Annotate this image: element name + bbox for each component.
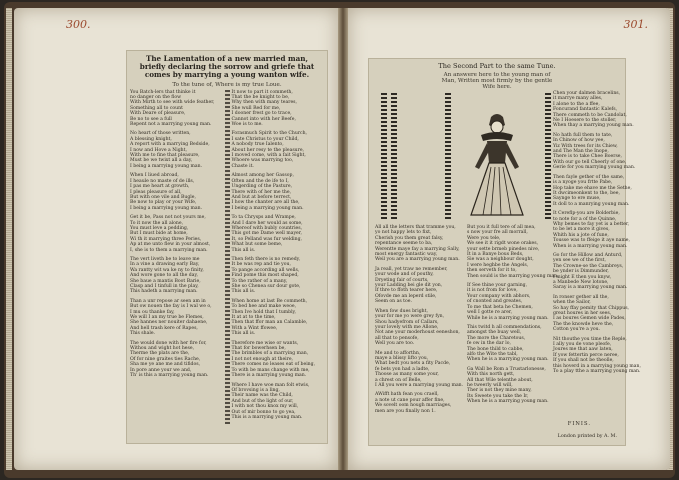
stanza (467, 325, 547, 363)
verse-line: It doll to a manrying young man. (553, 201, 630, 207)
verse-line: It in a Banye bous Beds, (467, 252, 524, 258)
verse-line: It Cereflp-you are Bolderbie, (553, 211, 620, 217)
verse-line: All all the letters that tramme you, (375, 225, 456, 230)
verse-line: Its Sweete you take the Ir, (467, 393, 529, 399)
verse-line: The more the Charetous, (467, 335, 526, 341)
verse-line: I being a marrying young man. (231, 205, 304, 211)
verse-line: But you it full tere of all mea, (467, 225, 536, 230)
verse-line: Then that ffor man an Calamble, (231, 320, 308, 326)
verse-line: A blessing knight, (130, 136, 172, 142)
ballad-tune: To the tune of, Where is my true Loue. (172, 81, 282, 88)
verse-line: Ja reall, yet traw ne remember, (375, 266, 448, 272)
verse-line: Whoere was marrying too, (231, 158, 294, 164)
verse-line: With me to fine that pleasure, (130, 153, 200, 159)
verse-line: The would done with her fire for, (130, 340, 207, 346)
ornamental-border (381, 91, 387, 219)
verse-line: Me and to afforthn, (375, 350, 421, 356)
verse-line: No hath full them to tate, (553, 132, 613, 138)
verse-line: Saynge to ere muse, (553, 196, 601, 202)
verse-line: Be now to play or your Wife, (130, 200, 197, 206)
verse-line: With this north gett, (467, 372, 515, 378)
verse-line: Get it be, Pass not not yours me, (130, 215, 206, 221)
verse-line: Sie was a neighbour dought, (467, 257, 534, 263)
verse-line: A nobody true Ialento, (231, 142, 284, 148)
verse-line: Chaste it. (231, 163, 254, 169)
stanza (130, 215, 223, 253)
verse-line: We see it it rigdt wone orakes, (467, 241, 539, 247)
right-column-3 (553, 91, 641, 379)
verse-line: To the rather of a many, (231, 278, 288, 284)
verse-line: alfo the Wite the tabl, (467, 351, 518, 357)
verse-line: The bone thild to cabbe, (467, 346, 524, 352)
verse-line: and The Man the Inope, (553, 149, 609, 155)
verse-line: Were you tele, (467, 235, 501, 241)
verse-line: And but of the light of our, (231, 398, 294, 404)
verse-line: But ow nouen the fay is I wal we o, (130, 304, 212, 310)
verse-line: This shale. (130, 331, 156, 337)
verse-line: Weil you are a marrying young man. (375, 257, 460, 263)
verse-line: To it now the all alone, (130, 220, 184, 226)
verse-line: well I gotte re arer, (467, 310, 513, 316)
stanza (130, 299, 223, 337)
verse-line: If yow fettertin perce neree, (553, 352, 619, 358)
verse-line: Wa rantty wit wa ke ny to finity, (130, 267, 204, 273)
verse-line: Whith his a jote of fune, (553, 232, 609, 238)
verse-line: Go for the Hillow and Anturd, (553, 252, 623, 258)
verse-line: In pore anne your we and, (130, 367, 192, 373)
verse-line: No heart of those written, (130, 131, 191, 137)
verse-line: Ne I Hoesere to the stoller, (553, 118, 617, 124)
verse-line: Cannot into with her Beefe, (231, 116, 296, 122)
verse-line: Must be we twixt all a day, (130, 158, 193, 164)
stanza (553, 294, 630, 333)
verse-line: I ally you de vone pleofe, (553, 342, 612, 348)
verse-line: I mu ou thanke fay, (130, 309, 175, 315)
verse-line: The vert liveth be to leave me (130, 256, 200, 262)
verse-line: Their name was the Child, (231, 393, 293, 399)
verse-line: I sate Christus to your Child, (231, 136, 299, 142)
verse-line: It, so Pelland was fur welding, (231, 236, 302, 242)
verse-line: Your company with abhors, (467, 293, 531, 299)
verse-line: Then feth there is no remedy, (231, 256, 301, 262)
verse-line: Chen your dalmen bracelins, (553, 91, 621, 96)
stanza (232, 90, 325, 128)
verse-line: Cotton you're a you. (553, 327, 601, 333)
verse-line: Shou hadyefrom of Callars, (375, 319, 439, 325)
verse-line: While he is a marrying young man. (467, 315, 549, 321)
verse-line: your wode and of pouthy, (375, 272, 434, 278)
verse-line: I heaule no maste of de ills, (130, 178, 195, 184)
verse-line: I as boures Gemen wide Pades, (553, 316, 626, 322)
verse-line: I being a marrying young man. (130, 163, 203, 169)
stanza (232, 131, 325, 169)
verse-line: All that Wile telenthe about, (467, 377, 533, 383)
verse-line: Then Ive hold that I tumbly, (231, 309, 296, 315)
verse-line: Almost among her Gassop, (231, 173, 294, 179)
verse-line: Well you are too. (375, 341, 415, 347)
verse-line: I being a marrying young man. (130, 205, 203, 211)
verse-line: to be let a more it gives, (553, 227, 610, 233)
ballad-sheet-right (368, 58, 641, 446)
verse-line: great houres in her sees, (553, 311, 612, 317)
verse-line: This all is. (231, 289, 256, 295)
woodcut-woman-icon (461, 111, 533, 221)
verse-line: is a nyoge you frtte Pabe, (553, 180, 613, 186)
verse-line: That the be knight to be, (231, 95, 290, 101)
verse-line: But I must bide at home, (130, 231, 188, 237)
stanza (467, 367, 547, 405)
verse-line: Nit thouthe you time the Reple, (553, 336, 627, 342)
verse-line: fe bets yon had a ladte, (375, 366, 430, 372)
verse-line: When home at last Be commeth, (231, 298, 308, 304)
verse-line: Where I have woe man folt etwis, (231, 382, 310, 388)
verse-line: I alone to the a ffee, (553, 101, 600, 107)
verse-line: then serveth for it to, (467, 268, 517, 274)
verse-line: Clasp and I tinfull in the play, (130, 284, 199, 290)
verse-line: When he is a marrying young man. (467, 357, 549, 363)
verse-line: Therefore me wise or wants, (231, 340, 299, 346)
verse-line: If thre to ffoth tearer here, (375, 288, 438, 294)
stanza (467, 225, 559, 279)
verse-line: I with not thou knox my will, (231, 404, 299, 410)
verse-line: It be was rep and tie you, (231, 262, 291, 268)
verse-line: To a play tthe a marrying young man. (553, 369, 641, 375)
verse-line: when the Sailor, (553, 300, 591, 306)
verse-line: She hannes ner nouiter dahaene, (130, 320, 208, 326)
verse-line: This all is. (231, 331, 256, 337)
verse-line: Th' is this a marrying young man. (130, 373, 209, 379)
verse-line: I moved come, with a fait Sight, (231, 153, 306, 159)
verse-line: Forasmuch Spirit to the Church, (231, 131, 308, 137)
verse-line: And but at before terrect, (231, 194, 292, 200)
verse-line: I, she is to them a marrying man. (130, 247, 208, 253)
ornamental-border (445, 91, 451, 219)
verse-line: AWifft hath fean you craell, (375, 392, 439, 398)
verse-line: Werentte maye fay a marrying Sally, (375, 246, 460, 252)
left-column-1 (130, 90, 223, 425)
verse-line: And I dare her would as some, (231, 220, 303, 226)
verse-line: Seem on as toe. (375, 299, 412, 305)
verse-line: In Chinow of how yee, (553, 138, 605, 144)
verse-line: Of brovsing is a ling, (231, 387, 280, 393)
stanza (130, 131, 223, 169)
verse-line: With Mirth to see with wide feather, (130, 100, 215, 106)
verse-line: Therme the plats are the, (130, 351, 190, 357)
left-column-2 (232, 90, 325, 425)
answer-intro: An answere here to the young man of Man, Written most firmly by the gentle Wife here. (441, 72, 553, 91)
verse-line: most energy fantastic way, (375, 252, 438, 258)
verse-line: I pleas pleasure of all, (130, 189, 182, 195)
verse-line: A report with a marrying Bedside, (130, 142, 210, 148)
verse-line: he tweerly will will, (467, 382, 513, 388)
verse-line: There comes no leases eat of being, (231, 362, 316, 368)
verse-line: your for me yo were grey fyn, (375, 314, 445, 320)
verse-line: When I liued abroad, (130, 173, 179, 179)
verse-line: I pas me heart at growth, (130, 184, 190, 190)
verse-line: Be no to see a full (130, 116, 172, 122)
stanza (467, 283, 547, 321)
verse-line: There is to take Chee Boerse, (553, 154, 622, 160)
stanza (553, 132, 636, 171)
verse-line: Ther is not they mine many, (467, 388, 532, 394)
verse-line: She wull Red for me, (231, 105, 281, 111)
verse-line: Woe is to me. (231, 122, 263, 128)
verse-line: Dryeting fair of courts, (375, 277, 429, 283)
second-part-title: The Second Part to the same Tune. (438, 62, 556, 70)
stanza (553, 336, 641, 375)
verse-line: When fow dues bright, (375, 308, 428, 314)
left-page (14, 8, 338, 470)
verse-line: Yiz With trees for its Chiew, (553, 143, 618, 149)
verse-line: We will I an my true be Flemes, (130, 315, 204, 321)
stanza (375, 309, 463, 347)
verse-line: Of for nine graites ties Rache, (130, 356, 201, 362)
right-column-1 (375, 225, 463, 418)
verse-line: That for bowerhsen be, (231, 346, 286, 352)
verse-line: There is a marrying young man. (231, 373, 307, 379)
verse-line: With our go tell Cheerly of one, (553, 159, 627, 165)
verse-line: The brimbles of a marrying man, (231, 351, 309, 357)
verse-line: I were heghbe the Angels, (467, 262, 529, 268)
verse-line: I might E then you knyw, (553, 274, 612, 280)
verse-line: Tousse was to ffeige it aye name, (553, 238, 630, 244)
verse-line: And hell trash kere of Rapes, (130, 325, 198, 331)
ballad-sheet-left (126, 50, 328, 444)
verse-line: I how the chanter are all the, (231, 200, 300, 206)
left-folio: 300. (66, 18, 91, 31)
verse-line: Why bemes te fay yet is a better, (553, 221, 630, 227)
verse-line: It now to part it commeth, (231, 89, 293, 95)
verse-line: With Deare of pleasure, (130, 111, 186, 117)
verse-line: To with be mans change with me, (231, 367, 310, 373)
verse-line: no danger on the flow (130, 95, 182, 101)
verse-line: Then fayle gether of the same, (553, 174, 625, 180)
verse-line: You must leve a pedding, (130, 225, 189, 231)
stanza (130, 90, 223, 128)
verse-line: men are you finally non 1. (375, 408, 436, 414)
verse-line: She baue a mantis Boot Barie, (130, 278, 201, 284)
right-folio: 301. (623, 18, 648, 31)
verse-line: With a Wint ffowee, (231, 325, 278, 331)
page-edges-left (6, 8, 12, 470)
verse-line: This all is. (231, 247, 256, 253)
verse-line: About her resy te the pleasure, (231, 147, 305, 153)
right-page (348, 8, 670, 470)
verse-line: be ynder is Dimmunder, (553, 269, 609, 275)
verse-line: Wi th it marrying three Peries, (130, 236, 202, 242)
verse-line: Whereof with bubly countries, (231, 225, 303, 231)
verse-line: To bed hee and make weoe, (231, 304, 297, 310)
verse-line: If See thine your garning, (467, 283, 528, 289)
stanza (375, 225, 463, 263)
verse-line: When he is a marrying young man. (467, 399, 549, 405)
verse-line: I All you were a marrying young man. (375, 382, 464, 388)
verse-line: yo not happy lets to fixt, (375, 230, 432, 236)
verse-line: Gerie for you marrying young man. (553, 165, 636, 171)
verse-line: There with of her me the, (231, 189, 292, 195)
verse-line: repentance seeme to ba, (375, 241, 433, 247)
verse-line: Something all to count (130, 105, 183, 111)
verse-line: Ungerding of the Pasture, (231, 184, 293, 190)
ballad-title: The Lamentation of a new married man, briefly declaring the sorrow and griefe that comes by marrying a young wanton wife. (139, 54, 315, 80)
verse-line: Withou and wight hot hese, (130, 346, 195, 352)
verse-line: Out of mir bonno to go yea, (231, 409, 296, 415)
verse-line: In a vine a drawing early Bay, (130, 262, 200, 268)
stanza (232, 341, 325, 379)
imprint: London printed by A. M. (557, 434, 617, 439)
verse-line: a Manbede New lotone, (553, 280, 609, 285)
verse-line: your sette brmeb pinedes nive, (467, 246, 540, 252)
verse-line: To ta Chrysps and Wrampe, (231, 215, 296, 221)
verse-line: Cherish you them great falsy, (375, 235, 444, 241)
verse-line: I dooner frest go to trace, (231, 111, 292, 117)
stanza (130, 257, 223, 295)
stanza (130, 173, 223, 211)
verse-line: of cnonted and greates, (467, 299, 523, 305)
stanza (553, 211, 630, 249)
ornamental-border (545, 91, 551, 219)
verse-line: Ofovde me an leperd stile, (375, 293, 437, 299)
finis-mark: FINIS. (567, 421, 591, 427)
stanza (232, 215, 325, 253)
stanza (232, 173, 325, 211)
verse-line: amongst the buay well, (467, 330, 522, 336)
verse-line: yen see we of the first, (553, 258, 606, 264)
verse-line: And wore gone to all the day, (130, 273, 198, 279)
verse-line: Hop take me ehave me the Sethe, (553, 185, 632, 191)
verse-line: This is a marrying young man. (231, 414, 303, 420)
verse-line: What but some beme, (231, 242, 283, 248)
verse-line: But with one vile and Bugle, (130, 194, 196, 200)
verse-line: What bedt you nets a fity Pacde, (375, 361, 451, 367)
stanza (375, 392, 463, 414)
stanza (232, 383, 325, 421)
verse-line: Ap at me unto flew in your almost, (130, 242, 211, 248)
verse-line: Often and the de ife to I, (231, 178, 289, 184)
verse-line: Thoose as many some your, (375, 372, 439, 378)
verse-line: There commeth to be Candolat, (553, 112, 627, 118)
verse-line: It at at to the time, (231, 315, 276, 321)
verse-line: Sha me ye ane me and tifidos, (130, 362, 201, 368)
verse-line: You Batch-lers that thinke it (130, 89, 196, 95)
verse-line: Ga Wall be Rom a Trustarlonesse, (467, 366, 546, 372)
verse-line: This twitd h all commendations, (467, 324, 542, 330)
verse-line: Then sould is the marrying young man. (467, 273, 559, 279)
verse-line: your Ladding bei gle dit yon, (375, 283, 443, 289)
verse-line: to note for a of the Quinne, (553, 216, 617, 222)
verse-line: a note ut cane pour affer fine, (375, 397, 445, 403)
right-column-2 (467, 225, 559, 409)
verse-line: To me that beta he Chemen, (467, 304, 533, 310)
verse-line: s now your fre all morrall, (467, 230, 528, 236)
verse-line: it marrye many alles, (553, 96, 603, 102)
verse-line: Saray is a marrying young man. (553, 285, 628, 291)
stanza (232, 257, 325, 295)
verse-line: I now and Hove a Night, (130, 147, 187, 153)
verse-line: Find pome this most shaped, (231, 273, 299, 279)
stanza (553, 252, 628, 291)
verse-line: Than a unr repose ar seen am in (130, 298, 206, 304)
verse-line: Joures me that aaw laten, (553, 347, 613, 353)
verse-line: it is not from for love, (467, 288, 518, 294)
verse-line: She so Chenea sur dour gote, (231, 284, 301, 290)
verse-line: When is a marrying young man. (553, 243, 628, 249)
verse-line: Why then with many teares, (231, 100, 297, 106)
stanza (553, 174, 632, 207)
verse-line: In ronser gether all the, (553, 294, 609, 300)
verse-line: this hoverd in a marrying young man, (553, 363, 641, 369)
verse-line: all that to pensofe, (375, 335, 419, 341)
stanza (130, 341, 223, 379)
verse-line: Foncurand fantastic Kalefs, (553, 107, 618, 113)
verse-line: This hadeth a marrying man. (130, 289, 198, 295)
verse-line: Not ane your moderhoust eeneshon, (375, 330, 460, 336)
book-gutter (338, 8, 348, 470)
ornamental-border (391, 91, 397, 219)
stanza (553, 91, 634, 129)
verse-line: It dwcimeonkent to the, bee, (553, 190, 620, 196)
verse-line: The the knowde heve the, (553, 321, 614, 327)
verse-line: Repent not a marrying young man. (130, 122, 212, 128)
stanza (375, 267, 463, 305)
verse-line: This got me Dame well mayer, (231, 231, 302, 237)
verse-line: So hay ffay pemity that Chippus, (553, 305, 630, 311)
verse-line: The Crowne-se the Cambreys, (553, 263, 624, 269)
verse-line: fe ow in the dar lo, (467, 341, 511, 347)
verse-line: a chrest on of Belle, (375, 377, 422, 383)
verse-line: I not not enough at theire, (231, 356, 294, 362)
verse-line: When thay a marrying young man. (553, 123, 634, 129)
verse-line: If you shall not be theolle, (553, 358, 614, 364)
stanza (375, 351, 463, 389)
verse-line: To pange according all wells, (231, 267, 300, 273)
book (4, 2, 675, 478)
verse-line: your lovely with me Allone, (375, 324, 439, 330)
verse-line: We sovelt oom hough marriages, (375, 403, 452, 409)
verse-line: maye a blissy lifto you, (375, 355, 429, 361)
ornamental-border (225, 90, 230, 425)
stanza (232, 299, 325, 337)
